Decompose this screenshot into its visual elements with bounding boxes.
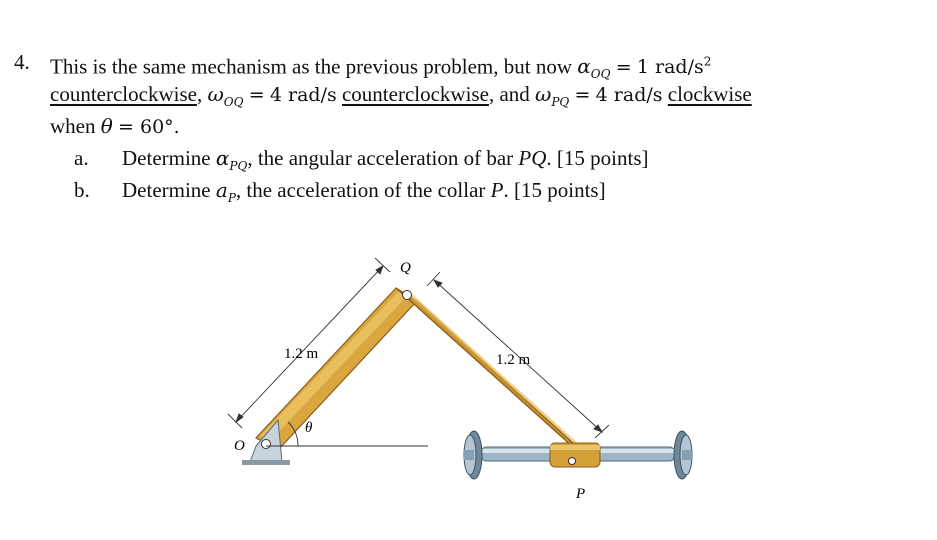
bar-qp: [396, 288, 596, 464]
collar-p: [550, 443, 600, 467]
ccw-text-2: counterclockwise: [341, 82, 489, 106]
alpha-oq-symbol: $\alpha_{OQ}$: [577, 54, 611, 82]
a-p-symbol: $a_P$: [215, 178, 236, 205]
dim-right-label: 1.2 m: [496, 352, 531, 368]
theta-value: = 60°.: [118, 116, 180, 138]
problem-intro-text: This is the same mechanism as the previous problem, but now: [50, 54, 572, 79]
problem-line-3: when θ = 60°.: [50, 114, 180, 138]
label-theta: θ: [305, 420, 313, 436]
omega-oq-value: 4 rad/s: [269, 84, 337, 106]
bar-oq: [256, 288, 416, 450]
alpha-pq-symbol: $\alpha_{PQ}$: [215, 146, 248, 173]
label-o: O: [234, 438, 245, 454]
dim-left-label: 1.2 m: [284, 346, 319, 362]
omega-oq-symbol: $\omega_{OQ}$: [207, 82, 244, 109]
equals-sign: =: [615, 56, 632, 79]
mechanism-figure: [220, 250, 720, 510]
label-p: P: [576, 486, 586, 502]
ccw-text-1: counterclockwise: [50, 82, 197, 106]
alpha-oq-value: 1 rad/$s^2$: [636, 55, 712, 79]
problem-line-2: counterclockwise, $\omega_{OQ} = 4$ rad/s counterclockwise, and $\omega_{PQ} = 4$ rad/s clockwise: [50, 82, 752, 109]
problem-number: 4.: [14, 50, 30, 74]
part-a: a. Determine $\alpha_{PQ}$, the angular acceleration of bar PQ. [15 points]: [74, 146, 649, 173]
omega-pq-symbol: $\omega_{PQ}$: [535, 82, 570, 109]
part-b: b. Determine $a_P$, the acceleration of the collar P. [15 points]: [74, 178, 606, 205]
omega-pq-value: 4 rad/s: [595, 84, 663, 106]
cw-text: clockwise: [667, 82, 752, 106]
pin-q: [403, 291, 412, 300]
theta-symbol: θ: [100, 114, 113, 138]
label-q: Q: [400, 260, 411, 276]
